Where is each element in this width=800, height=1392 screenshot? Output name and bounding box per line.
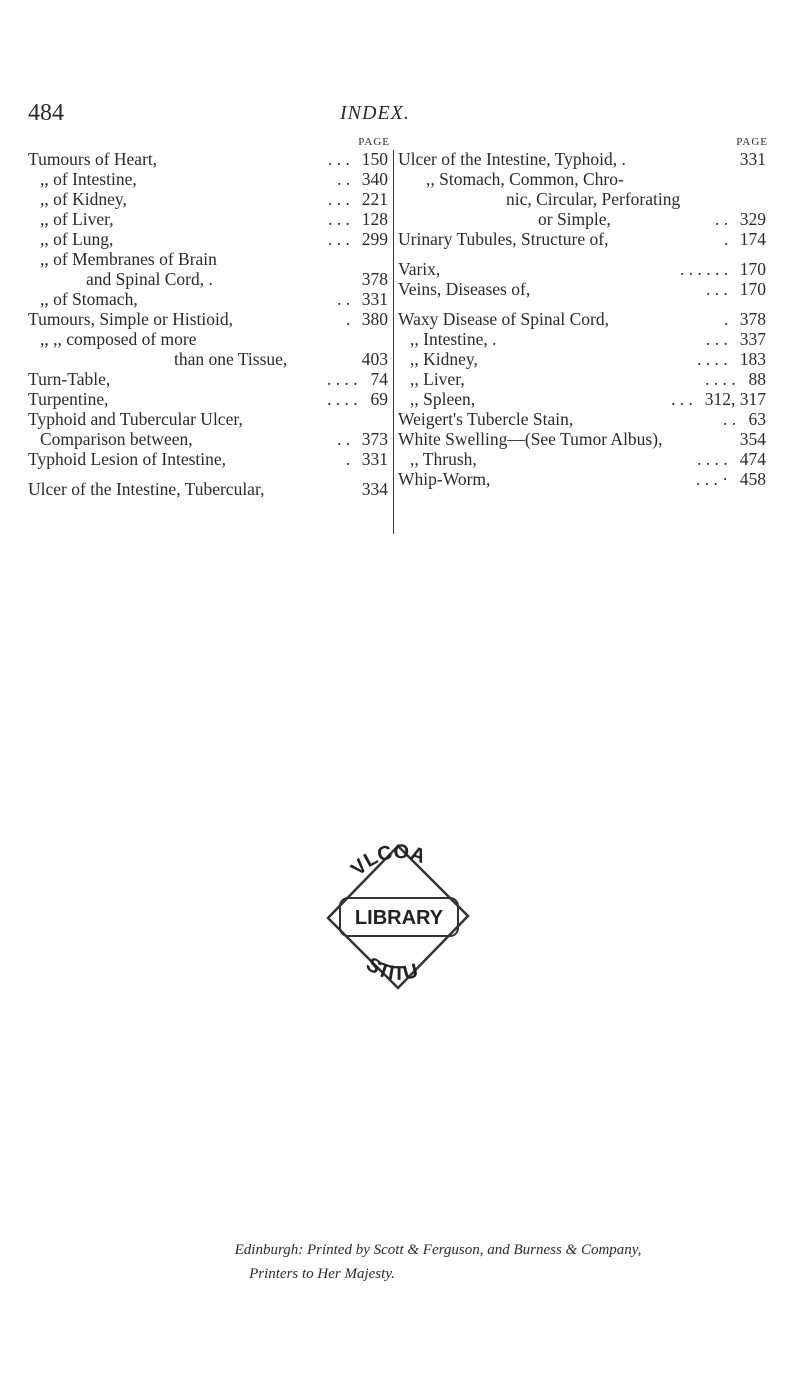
entry-leader-dots: . . . . . . [680,259,729,279]
index-entries-left [28,149,390,499]
entry-leader-dots: . . [337,429,351,449]
index-entry [398,329,768,349]
entry-text: ,, Kidney, [410,349,478,369]
entry-page-number: 403 [361,349,388,369]
entry-text: ,, Liver, [410,369,465,389]
index-entry [28,269,390,289]
entry-text: ,, ,, composed of more [40,329,197,349]
index-entry [398,209,768,229]
entry-leader-dots: . . . . [697,349,728,369]
entry-leader-dots: . . [337,169,351,189]
entry-leader-dots: . . . [328,209,350,229]
entry-text: Typhoid Lesion of Intestine, [28,449,227,469]
entry-leader-dots: . . . [706,279,728,299]
entry-text: Typhoid and Tubercular Ulcer, [28,409,243,429]
index-entry [28,189,390,209]
entry-text: Turpentine, [28,389,109,409]
entry-page-number: 331 [361,289,388,309]
entry-text: Ulcer of the Intestine, Tubercular, [28,479,265,499]
imprint-line-1: Edinburgh: Printed by Scott & Ferguson, and Burness & Company, [234,1242,642,1258]
entry-leader-dots: . . [337,289,351,309]
index-entry [28,389,390,409]
index-entry [28,249,390,269]
page-column-label: PAGE [358,136,390,148]
index-entry [398,409,768,429]
entry-text: ,, of Liver, [40,209,114,229]
entry-text: ,, of Membranes of Brain [40,249,217,269]
entry-page-number: 74 [370,369,388,389]
entry-page-number: 378 [739,309,766,329]
entry-text: ,, of Stomach, [40,289,138,309]
entry-text: Veins, Diseases of, [398,279,531,299]
entry-page-number: 128 [361,209,388,229]
imprint-line-2: Printers to Her Majesty. [249,1266,395,1282]
entry-page-number: 378 [361,269,388,289]
entry-text: nic, Circular, Perforating [506,189,681,209]
entry-leader-dots: . . [715,209,729,229]
running-title: INDEX. [340,102,410,124]
index-entry [28,449,390,469]
index-entry [28,329,390,349]
index-entry [28,149,390,169]
index-entry [398,369,768,389]
index-entry [28,369,390,389]
entry-page-number: 312, 317 [704,389,766,409]
index-entry [28,229,390,249]
entry-text: White Swelling—(See Tumor Albus), [398,429,663,449]
index-entry [398,229,768,249]
entry-page-number: 474 [739,449,766,469]
index-entry [398,259,768,279]
entry-text: Turn-Table, [28,369,111,389]
index-entry [28,349,390,369]
index-entry [398,449,768,469]
index-entry [398,249,768,259]
entry-text: than one Tissue, [174,349,288,369]
index-entry [398,309,768,329]
entry-leader-dots: . . . . [705,369,736,389]
entry-leader-dots: . . . [706,329,728,349]
index-entry [398,469,768,489]
entry-page-number: 354 [739,429,766,449]
entry-text: or Simple, [538,209,611,229]
entry-text: Waxy Disease of Spinal Cord, [398,309,609,329]
entry-leader-dots: . . . [328,189,350,209]
entry-page-number: 69 [370,389,388,409]
entry-text: and Spinal Cord, . [86,269,213,289]
entry-page-number: 337 [739,329,766,349]
index-entry [28,309,390,329]
entry-page-number: 373 [361,429,388,449]
page-header [0,100,800,140]
entry-leader-dots: . . . . [327,369,358,389]
entry-leader-dots: . [724,229,729,249]
entry-page-number: 150 [361,149,388,169]
index-entry [398,189,768,209]
index-entry [398,149,768,169]
entry-text: Ulcer of the Intestine, Typhoid, . [398,149,626,169]
entry-page-number: 340 [361,169,388,189]
entry-leader-dots: . [346,449,351,469]
entry-page-number: 331 [361,449,388,469]
entry-text: ,, Stomach, Common, Chro- [426,169,624,189]
entry-text: Comparison between, [40,429,193,449]
entry-page-number: 331 [739,149,766,169]
entry-text: ,, Intestine, . [410,329,497,349]
index-entry [398,389,768,409]
entry-text: Tumours, Simple or Histioid, [28,309,234,329]
entry-page-number: 329 [739,209,766,229]
index-entry [28,409,390,429]
entry-text: Weigert's Tubercle Stain, [398,409,574,429]
entry-text: Tumours of Heart, [28,149,158,169]
entry-text: Urinary Tubules, Structure of, [398,229,609,249]
index-entry [28,469,390,479]
stamp-top-text: VLCOA [347,840,429,881]
entry-text: ,, Spleen, [410,389,476,409]
entry-text: ,, Thrush, [410,449,477,469]
entry-leader-dots: . . . [328,149,350,169]
entry-page-number: 380 [361,309,388,329]
index-entry [28,429,390,449]
page-number: 484 [28,100,64,126]
page-column-label: PAGE [736,136,768,148]
entry-text: ,, of Lung, [40,229,114,249]
column-divider [393,150,394,534]
entry-page-number: 170 [739,259,766,279]
entry-page-number: 458 [739,469,766,489]
entry-page-number: 299 [361,229,388,249]
entry-leader-dots: . . . [328,229,350,249]
index-entry [398,279,768,299]
stamp-bottom-text: STITU [361,953,421,985]
entry-text: ,, of Intestine, [40,169,137,189]
index-entry [398,429,768,449]
index-entries-right [398,149,768,489]
entry-page-number: 221 [361,189,388,209]
entry-leader-dots: . . . . [327,389,358,409]
index-entry [28,169,390,189]
index-entry [398,299,768,309]
index-entry [28,209,390,229]
entry-leader-dots: . [346,309,351,329]
entry-leader-dots: . [724,309,729,329]
stamp-middle-text: LIBRARY [354,907,444,929]
entry-leader-dots: . . . [671,389,693,409]
index-entry [28,479,390,499]
index-entry [398,169,768,189]
entry-leader-dots: . . [723,409,737,429]
entry-page-number: 334 [361,479,388,499]
entry-page-number: 88 [748,369,766,389]
entry-page-number: 174 [739,229,766,249]
entry-text: Whip-Worm, [398,469,491,489]
entry-leader-dots: . . . · [696,469,729,489]
entry-leader-dots: . . . . [697,449,728,469]
index-entry [398,349,768,369]
entry-page-number: 170 [739,279,766,299]
entry-page-number: 183 [739,349,766,369]
library-stamp [318,838,478,998]
entry-text: Varix, [398,259,441,279]
entry-page-number: 63 [748,409,766,429]
entry-text: ,, of Kidney, [40,189,127,209]
index-entry [28,289,390,309]
